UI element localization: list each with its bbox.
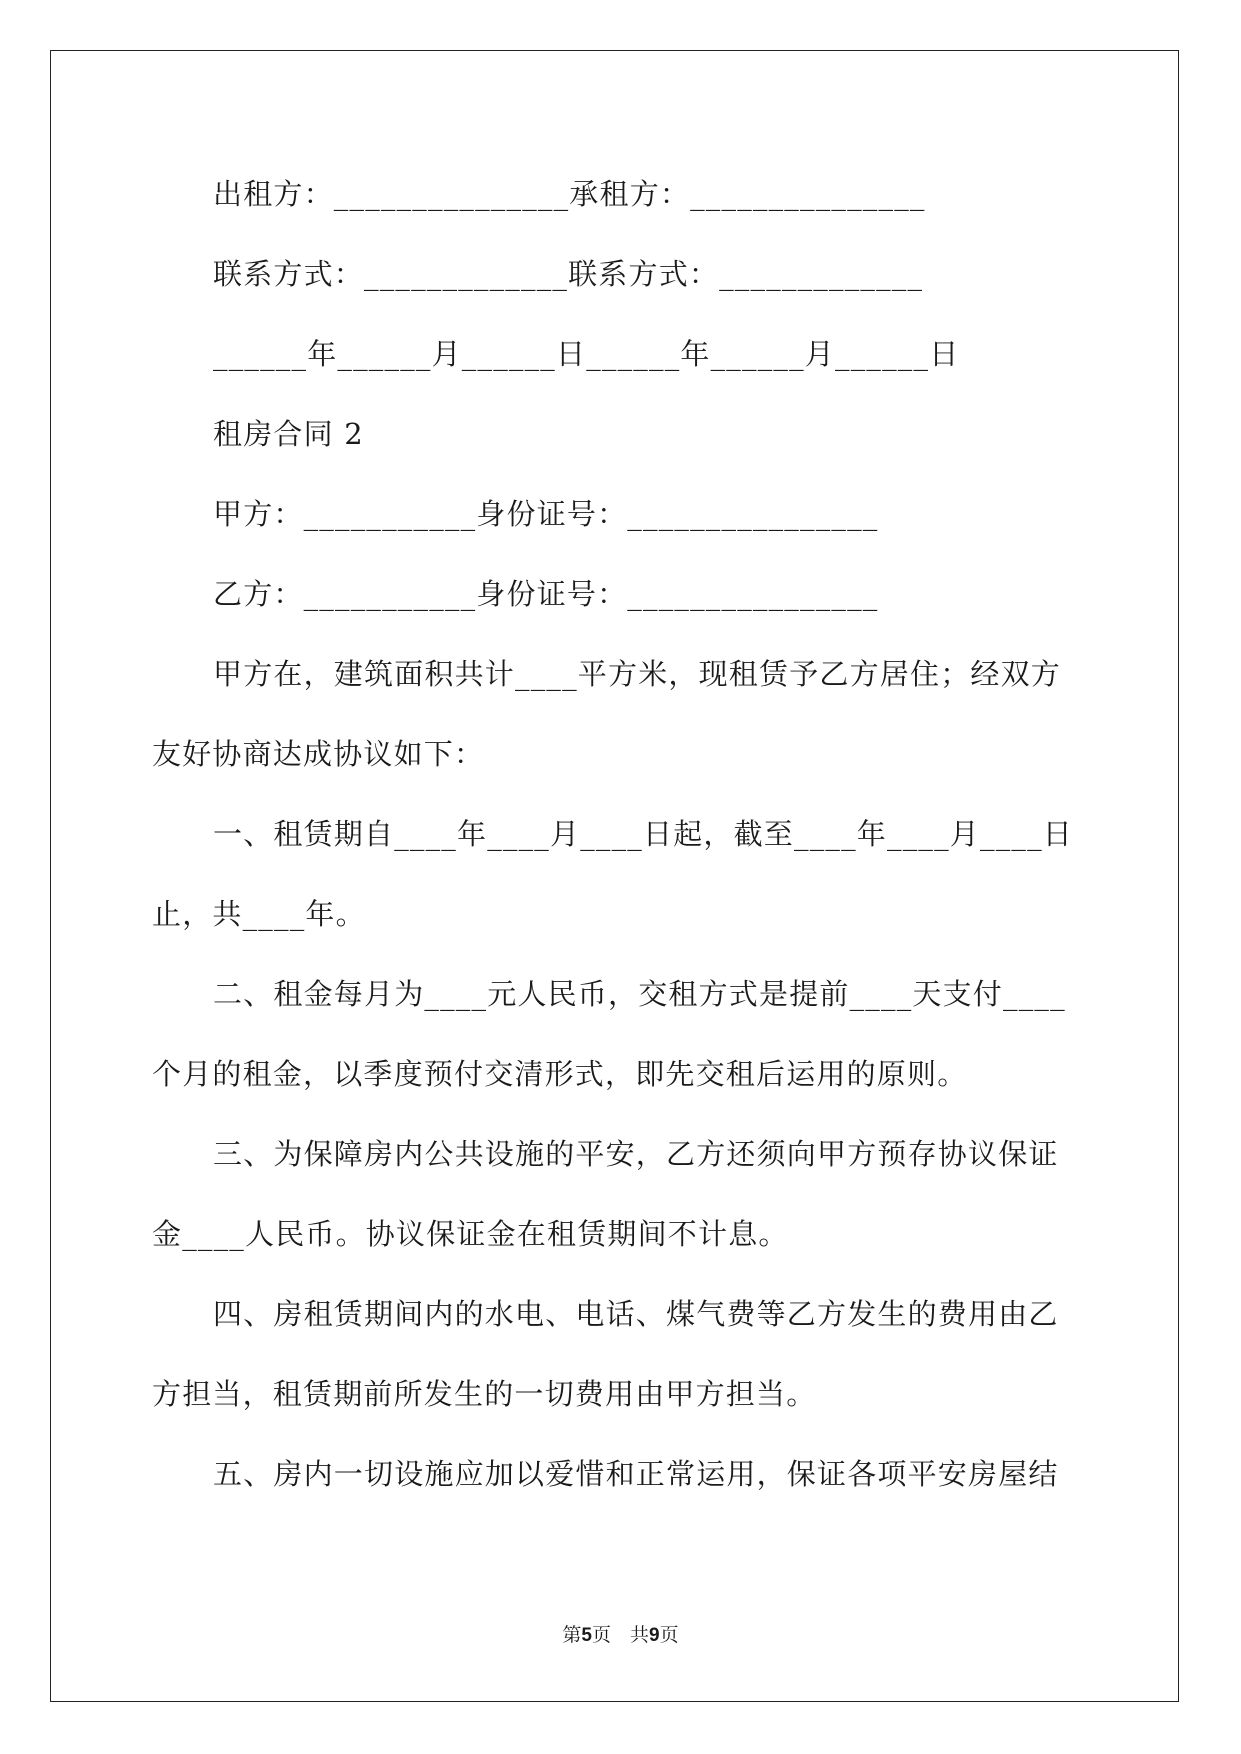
contract-title: 租房合同 2 (213, 417, 364, 451)
footer-mid: 页 共 (591, 1624, 649, 1646)
date-line: ______年______月______日______年______月______日 (213, 337, 960, 371)
clause-5-line1: 五、房内一切设施应加以爱惜和正常运用，保证各项平安房屋结 (213, 1457, 1059, 1491)
paragraph-intro-line2: 友好协商达成协议如下： (152, 737, 485, 771)
contact-line: 联系方式：_____________联系方式：_____________ (213, 257, 924, 291)
party-b-line: 乙方：___________身份证号：________________ (213, 577, 879, 611)
footer-suffix: 页 (659, 1624, 679, 1646)
clause-3-line1: 三、为保障房内公共设施的平安，乙方还须向甲方预存协议保证 (213, 1137, 1059, 1171)
paragraph-intro-line1: 甲方在，建筑面积共计____平方米，现租赁予乙方居住；经双方 (213, 657, 1062, 691)
party-a-line: 甲方：___________身份证号：________________ (213, 497, 879, 531)
clause-3-line2: 金____人民币。协议保证金在租赁期间不计息。 (152, 1217, 789, 1251)
page-footer (0, 1622, 1241, 1649)
footer-prefix: 第 (562, 1624, 582, 1646)
clause-4-line2: 方担当，租赁期前所发生的一切费用由甲方担当。 (152, 1377, 817, 1411)
clause-2-line2: 个月的租金，以季度预付交清形式，即先交租后运用的原则。 (152, 1057, 968, 1091)
clause-2-line1: 二、租金每月为____元人民币，交租方式是提前____天支付____ (213, 977, 1066, 1011)
clause-1-line2: 止，共____年。 (152, 897, 366, 931)
clause-4-line1: 四、房租赁期间内的水电、电话、煤气费等乙方发生的费用由乙 (213, 1297, 1059, 1331)
footer-total-pages: 9 (649, 1625, 660, 1646)
lessor-lessee-line: 出租方：_______________承租方：_______________ (213, 177, 926, 211)
clause-1-line1: 一、租赁期自____年____月____日起，截至____年____月____日 (213, 817, 1074, 851)
footer-page-number: 5 (581, 1625, 592, 1646)
